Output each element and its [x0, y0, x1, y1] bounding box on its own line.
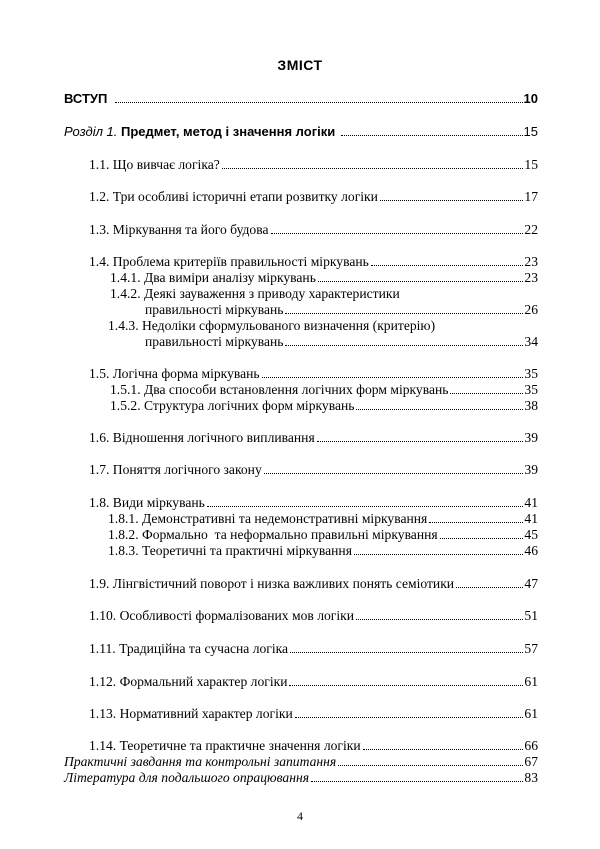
toc-entry-1-4-3[interactable] [145, 334, 538, 349]
toc-label: 1.7. Поняття логічного закону [89, 462, 262, 477]
toc-page: 67 [524, 754, 538, 769]
toc-entry-1-4-1[interactable] [110, 270, 538, 285]
toc-label: Література для подальшого опрацювання [64, 770, 310, 785]
toc-page: 46 [524, 543, 538, 558]
chapter-title: Предмет, метод і значення логіки [117, 124, 336, 139]
toc-label: 1.4.1. Два виміри аналізу міркувань [110, 270, 316, 285]
dot-leader [456, 579, 523, 588]
toc-label: 1.5.2. Структура логічних форм міркувань [110, 398, 355, 413]
toc-page: 34 [524, 334, 538, 349]
toc-entry-chapter[interactable] [64, 124, 538, 139]
toc-entry-1-12[interactable] [89, 674, 538, 689]
dot-leader [262, 369, 524, 378]
toc-entry-1-4[interactable] [89, 254, 538, 269]
dot-leader [289, 677, 523, 686]
toc-label: 1.8. Види міркувань [89, 495, 205, 510]
toc-page: 10 [523, 91, 538, 106]
toc-entry-1-4-2-label[interactable]: 1.4.2. Деякі зауваження з приводу характеристики [110, 286, 400, 301]
dot-leader [363, 741, 524, 750]
dot-leader [338, 757, 523, 766]
toc-entry-1-8-1[interactable] [108, 511, 538, 526]
toc-page: 47 [524, 576, 538, 591]
toc-label: 1.1. Що вивчає логіка? [89, 157, 220, 172]
toc-page: 22 [524, 222, 538, 237]
toc-page: 61 [524, 706, 538, 721]
toc-page: 23 [524, 254, 538, 269]
toc-entry-1-8-2[interactable] [108, 527, 538, 542]
toc-label: 1.9. Лінгвістичний поворот і низка важливих понять семіотики [89, 576, 455, 591]
toc-entry-1-2[interactable] [89, 189, 538, 204]
toc-label: 1.8.2. Формально та неформально правильні міркування [108, 527, 438, 542]
toc-page: 61 [524, 674, 538, 689]
toc-label: 1.14. Теоретичне та практичне значення логіки [89, 738, 361, 753]
toc-entry-1-1[interactable] [89, 157, 538, 172]
toc-entry-1-5-2[interactable] [110, 398, 538, 413]
toc-page: 35 [524, 382, 538, 397]
toc-entry-1-13[interactable] [89, 706, 538, 721]
dot-leader [440, 530, 524, 539]
toc-page: 45 [524, 527, 538, 542]
toc-label: 1.4. Проблема критеріїв правильності міркувань [89, 254, 369, 269]
toc-page: 38 [524, 398, 538, 413]
toc-label: Практичні завдання та контрольні запитання [64, 754, 337, 769]
toc-entry-1-3[interactable] [89, 222, 538, 237]
toc-label: 1.12. Формальний характер логіки [89, 674, 288, 689]
toc-entry-intro[interactable] [64, 91, 538, 106]
toc-label: 1.13. Нормативний характер логіки [89, 706, 293, 721]
toc-title: ЗМІСТ [277, 57, 323, 73]
dot-leader [290, 644, 523, 653]
toc-page: 15 [523, 124, 538, 139]
toc-entry-1-6[interactable] [89, 430, 538, 445]
toc-page: 35 [524, 366, 538, 381]
toc-label: 1.10. Особливості формалізованих мов логіки [89, 608, 355, 623]
toc-page: 15 [524, 157, 538, 172]
toc-page: 51 [524, 608, 538, 623]
toc-label-continuation: правильності міркувань [145, 334, 284, 349]
dot-leader [207, 498, 524, 507]
dot-leader [285, 337, 523, 346]
toc-label: ВСТУП [64, 91, 108, 106]
toc-entry-1-11[interactable] [89, 641, 538, 656]
dot-leader [356, 401, 523, 410]
toc-page: 41 [524, 511, 538, 526]
toc-label: 1.6. Відношення логічного випливання [89, 430, 315, 445]
toc-page: 23 [524, 270, 538, 285]
toc-label: 1.2. Три особливі історичні етапи розвитку логіки [89, 189, 378, 204]
toc-label: 1.8.3. Теоретичні та практичні міркування [108, 543, 352, 558]
toc-label: 1.5.1. Два способи встановлення логічних форм міркувань [110, 382, 449, 397]
toc-label: 1.3. Міркування та його будова [89, 222, 269, 237]
dot-leader [354, 546, 523, 555]
toc-entry-1-4-2[interactable] [145, 302, 538, 317]
toc-entry-1-5-1[interactable] [110, 382, 538, 397]
dot-leader [341, 127, 522, 136]
toc-entry-1-10[interactable] [89, 608, 538, 623]
dot-leader [264, 465, 524, 474]
dot-leader [356, 611, 523, 620]
toc-page: 17 [524, 189, 538, 204]
dot-leader [285, 305, 523, 314]
toc-entry-1-14[interactable] [89, 738, 538, 753]
toc-page: 57 [524, 641, 538, 656]
toc-page: 66 [524, 738, 538, 753]
dot-leader [271, 225, 524, 234]
dot-leader [311, 773, 523, 782]
toc-label-continuation: правильності міркувань [145, 302, 284, 317]
toc-label: 1.5. Логічна форма міркувань [89, 366, 260, 381]
toc-entry-1-8[interactable] [89, 495, 538, 510]
toc-label: 1.11. Традиційна та сучасна логіка [89, 641, 289, 656]
toc-entry-1-9[interactable] [89, 576, 538, 591]
dot-leader [318, 273, 524, 282]
toc-entry-literature[interactable] [64, 770, 538, 785]
toc-page: 26 [524, 302, 538, 317]
toc-page: 83 [524, 770, 538, 785]
chapter-prefix: Розділ 1. [64, 124, 118, 139]
toc-entry-tasks[interactable] [64, 754, 538, 769]
toc-label [64, 124, 335, 139]
toc-entry-1-7[interactable] [89, 462, 538, 477]
dot-leader [295, 709, 524, 718]
toc-entry-1-5[interactable] [89, 366, 538, 381]
dot-leader [222, 160, 524, 169]
dot-leader [317, 433, 524, 442]
toc-entry-1-8-3[interactable] [108, 543, 538, 558]
dot-leader [450, 385, 523, 394]
toc-page: 39 [524, 462, 538, 477]
toc-page: 41 [524, 495, 538, 510]
dot-leader [429, 514, 523, 523]
toc-label: 1.8.1. Демонстративні та недемонстративні міркування [108, 511, 428, 526]
dot-leader [371, 257, 524, 266]
dot-leader [380, 192, 523, 201]
toc-page: 39 [524, 430, 538, 445]
toc-entry-1-4-3-label[interactable]: 1.4.3. Недоліки сформульованого визначення (критерію) [108, 318, 436, 333]
page-number: 4 [297, 809, 303, 823]
dot-leader [115, 94, 522, 103]
